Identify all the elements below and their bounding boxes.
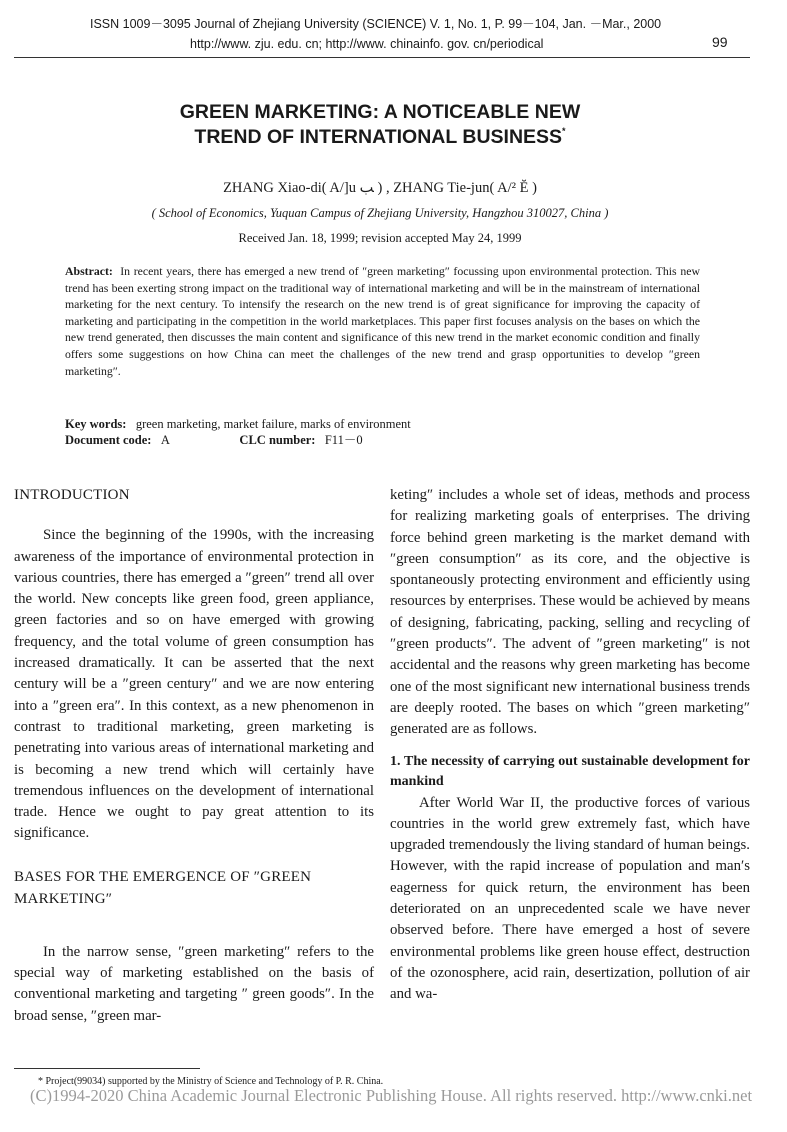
keywords-value: green marketing, market failure, marks of environment: [135, 417, 411, 431]
document-code-value: A: [160, 433, 170, 447]
received-dates: Received Jan. 18, 1999; revision accepted May 24, 1999: [238, 231, 522, 245]
title-footnote-mark: *: [562, 126, 566, 136]
abstract: [65, 263, 700, 379]
footnote-rule: [14, 1068, 200, 1069]
document-code-label: Document code:: [65, 433, 152, 447]
journal-header-line: ISSN 1009－3095 Journal of Zhejiang University (SCIENCE) V. 1, No. 1, P. 99－104, Jan. －Mar., 2000: [90, 17, 662, 31]
page-number: 99: [712, 34, 728, 50]
abstract-label: Abstract:: [65, 264, 113, 278]
copyright-watermark: (C)1994-2020 China Academic Journal Electronic Publishing House. All rights reserved. http://www.cnki.net: [30, 1086, 753, 1105]
continued-paragraph: keting″ includes a whole set of ideas, methods and process for realizing marketing goals of enterprises. The driving force behind green marketing is the market demand with ″green consumption″ as its core, and the objective is spontaneously protecting environment and efficiently using resources by enterprises. These would be achieved by means of designing, fabricating, packing, selling and recycling of ″green products″. The advent of ″green marketing″ is not accidental and the reasons why green marketing has become one of the most significant new international business trends are deeply rooted. The bases on which ″green marketing″ generated are as follows.: [390, 487, 750, 738]
authors: ZHANG Xiao-di( A/]u ﺐ ) , ZHANG Tie-jun( A/² Ĕ ): [223, 180, 537, 196]
subsection-paragraph: After World War II, the productive forces of various countries in the world grew extremely fast, which have upgraded tremendously the living standard of human beings. However, with the rapid increase of population and man′s eagerness for quick return, the environment has been deteriorated on an unprecedented scale we have never observed before. There have emerged a host of severe environmental problems like green house effect, destruction of the ozonosphere, acid rain, desertization, pollution of air and wa-: [390, 794, 750, 1003]
footnote: * Project(99034) supported by the Ministry of Science and Technology of P. R. China.: [38, 1076, 384, 1087]
abstract-text: In recent years, there has emerged a new trend of ″green marketing″ focussing upon environmental protection. This new trend has been exerting strong impact on the traditional way of international marketing and will be in the mainstream of international marketing for the next century. To intensify the research on the new trend is of great significance for improving the capacity of marketing and participating in the competition in the world marketplaces. This paper first focuses analysis on the bases on which the new trend generated, then discusses the main content and significance of this new trend in the market economic condition and finally offers some suggestions on how China can meet the challenges of the new trend and grasp opportunities to develop ″green marketing″.: [65, 264, 700, 378]
right-column: [390, 485, 750, 1006]
header-rule: [14, 57, 750, 58]
introduction-paragraph: Since the beginning of the 1990s, with the increasing awareness of the importance of environmental protection in various countries, there has emerged a ″green″ trend all over the world. New concepts like green food, green appliance, green factories and so on have emerged with growing frequency, and the total volume of green consumption has increased dramatically. It can be asserted that the next century will be a ″green century″ and we are now entering into a ″green era″. In this context, as a new phenomenon in contrast to traditional marketing, green marketing is penetrating into various areas of international marketing and is becoming a new trend which will certainly have tremendous influences on the development of international trade. Hence we ought to pay great attention to its significance.: [14, 527, 374, 842]
title-line-2: TREND OF INTERNATIONAL BUSINESS: [194, 126, 563, 148]
section-heading-introduction: INTRODUCTION: [14, 487, 130, 503]
left-column: [14, 485, 374, 1027]
clc-number-value: F11－0: [324, 433, 363, 447]
paper-title: [100, 100, 660, 150]
keywords-block: [65, 416, 705, 448]
journal-urls: http://www. zju. edu. cn; http://www. chinainfo. gov. cn/periodical: [190, 37, 544, 51]
affiliation: ( School of Economics, Yuquan Campus of Zhejiang University, Hangzhou 310027, China ): [151, 206, 609, 220]
keywords-label: Key words:: [65, 417, 127, 431]
bases-paragraph: In the narrow sense, ″green marketing″ refers to the special way of marketing established on the basis of conventional marketing and targeting ″ green goods″. In the broad sense, ″green mar-: [14, 943, 374, 1024]
clc-number-label: CLC number:: [239, 433, 316, 447]
title-line-1: GREEN MARKETING: A NOTICEABLE NEW: [179, 101, 581, 123]
subsection-heading-sustainable-development: 1. The necessity of carrying out sustainable development for mankind: [390, 753, 750, 789]
section-heading-bases: BASES FOR THE EMERGENCE OF ″GREEN MARKETING″: [14, 868, 312, 907]
